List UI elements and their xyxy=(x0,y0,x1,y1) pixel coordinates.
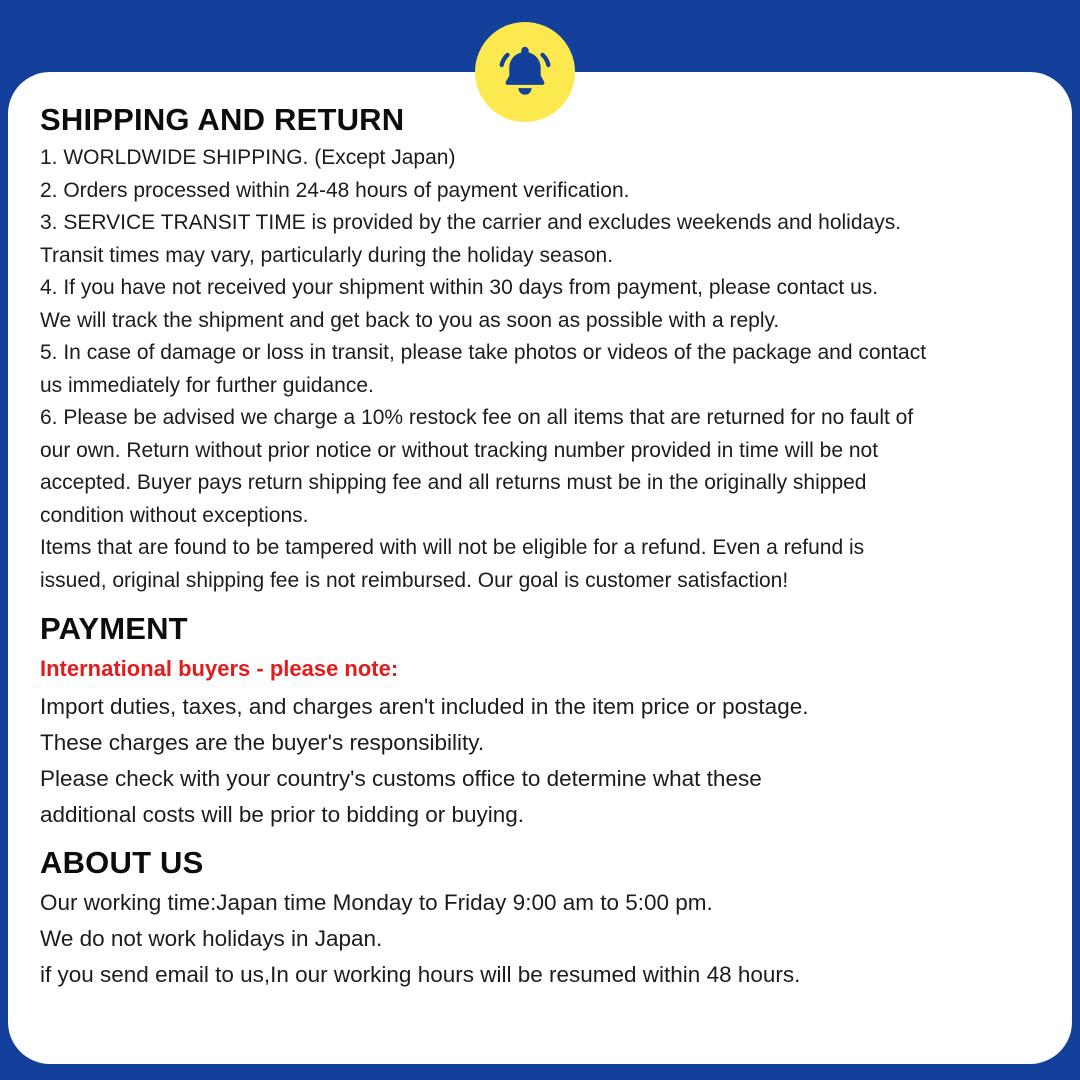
about-line: Our working time:Japan time Monday to Friday 9:00 am to 5:00 pm. xyxy=(40,890,713,915)
shipping-line: Items that are found to be tampered with will not be eligible for a refund. Even a refund is xyxy=(40,536,865,559)
about-line: if you send email to us,In our working hours will be resumed within 48 hours. xyxy=(40,962,801,987)
shipping-line: Transit times may vary, particularly during the holiday season. xyxy=(40,243,614,267)
about-line: We do not work holidays in Japan. xyxy=(40,926,383,951)
shipping-line: our own. Return without prior notice or without tracking number provided in time will be not xyxy=(40,438,879,462)
shipping-line: condition without exceptions. xyxy=(40,503,309,527)
bell-icon xyxy=(494,41,556,103)
shipping-line: 3. SERVICE TRANSIT TIME is provided by the carrier and excludes weekends and holidays. xyxy=(40,211,902,234)
payment-highlight: International buyers - please note: xyxy=(40,656,399,681)
shipping-lines xyxy=(40,142,1042,597)
shipping-line: us immediately for further guidance. xyxy=(40,373,374,397)
payment-line: These charges are the buyer's responsibility. xyxy=(40,730,485,755)
shipping-line: 5. In case of damage or loss in transit, please take photos or videos of the package and contact xyxy=(40,341,927,364)
shipping-title: SHIPPING AND RETURN xyxy=(40,102,405,137)
shipping-line: We will track the shipment and get back to you as soon as possible with a reply. xyxy=(40,308,780,332)
shipping-line: accepted. Buyer pays return shipping fee and all returns must be in the originally shipped xyxy=(40,471,867,494)
about-title: ABOUT US xyxy=(40,845,204,880)
shipping-line: 6. Please be advised we charge a 10% restock fee on all items that are returned for no fault of xyxy=(40,406,914,429)
payment-section xyxy=(38,611,1042,833)
shipping-line: 2. Orders processed within 24-48 hours of payment verification. xyxy=(40,178,630,202)
shipping-line: 4. If you have not received your shipment within 30 days from payment, please contact us. xyxy=(40,276,879,299)
policy-card xyxy=(8,72,1072,1064)
payment-line: additional costs will be prior to bidding or buying. xyxy=(40,802,525,827)
payment-title: PAYMENT xyxy=(40,611,188,646)
shipping-and-return-section xyxy=(38,102,1042,597)
shipping-line: 1. WORLDWIDE SHIPPING. (Except Japan) xyxy=(40,146,456,169)
about-us-section xyxy=(38,845,1042,993)
bell-badge xyxy=(475,22,575,122)
payment-line: Import duties, taxes, and charges aren't included in the item price or postage. xyxy=(40,694,809,719)
shipping-line: issued, original shipping fee is not reimbursed. Our goal is customer satisfaction! xyxy=(40,568,789,592)
payment-line: Please check with your country's customs office to determine what these xyxy=(40,766,762,791)
